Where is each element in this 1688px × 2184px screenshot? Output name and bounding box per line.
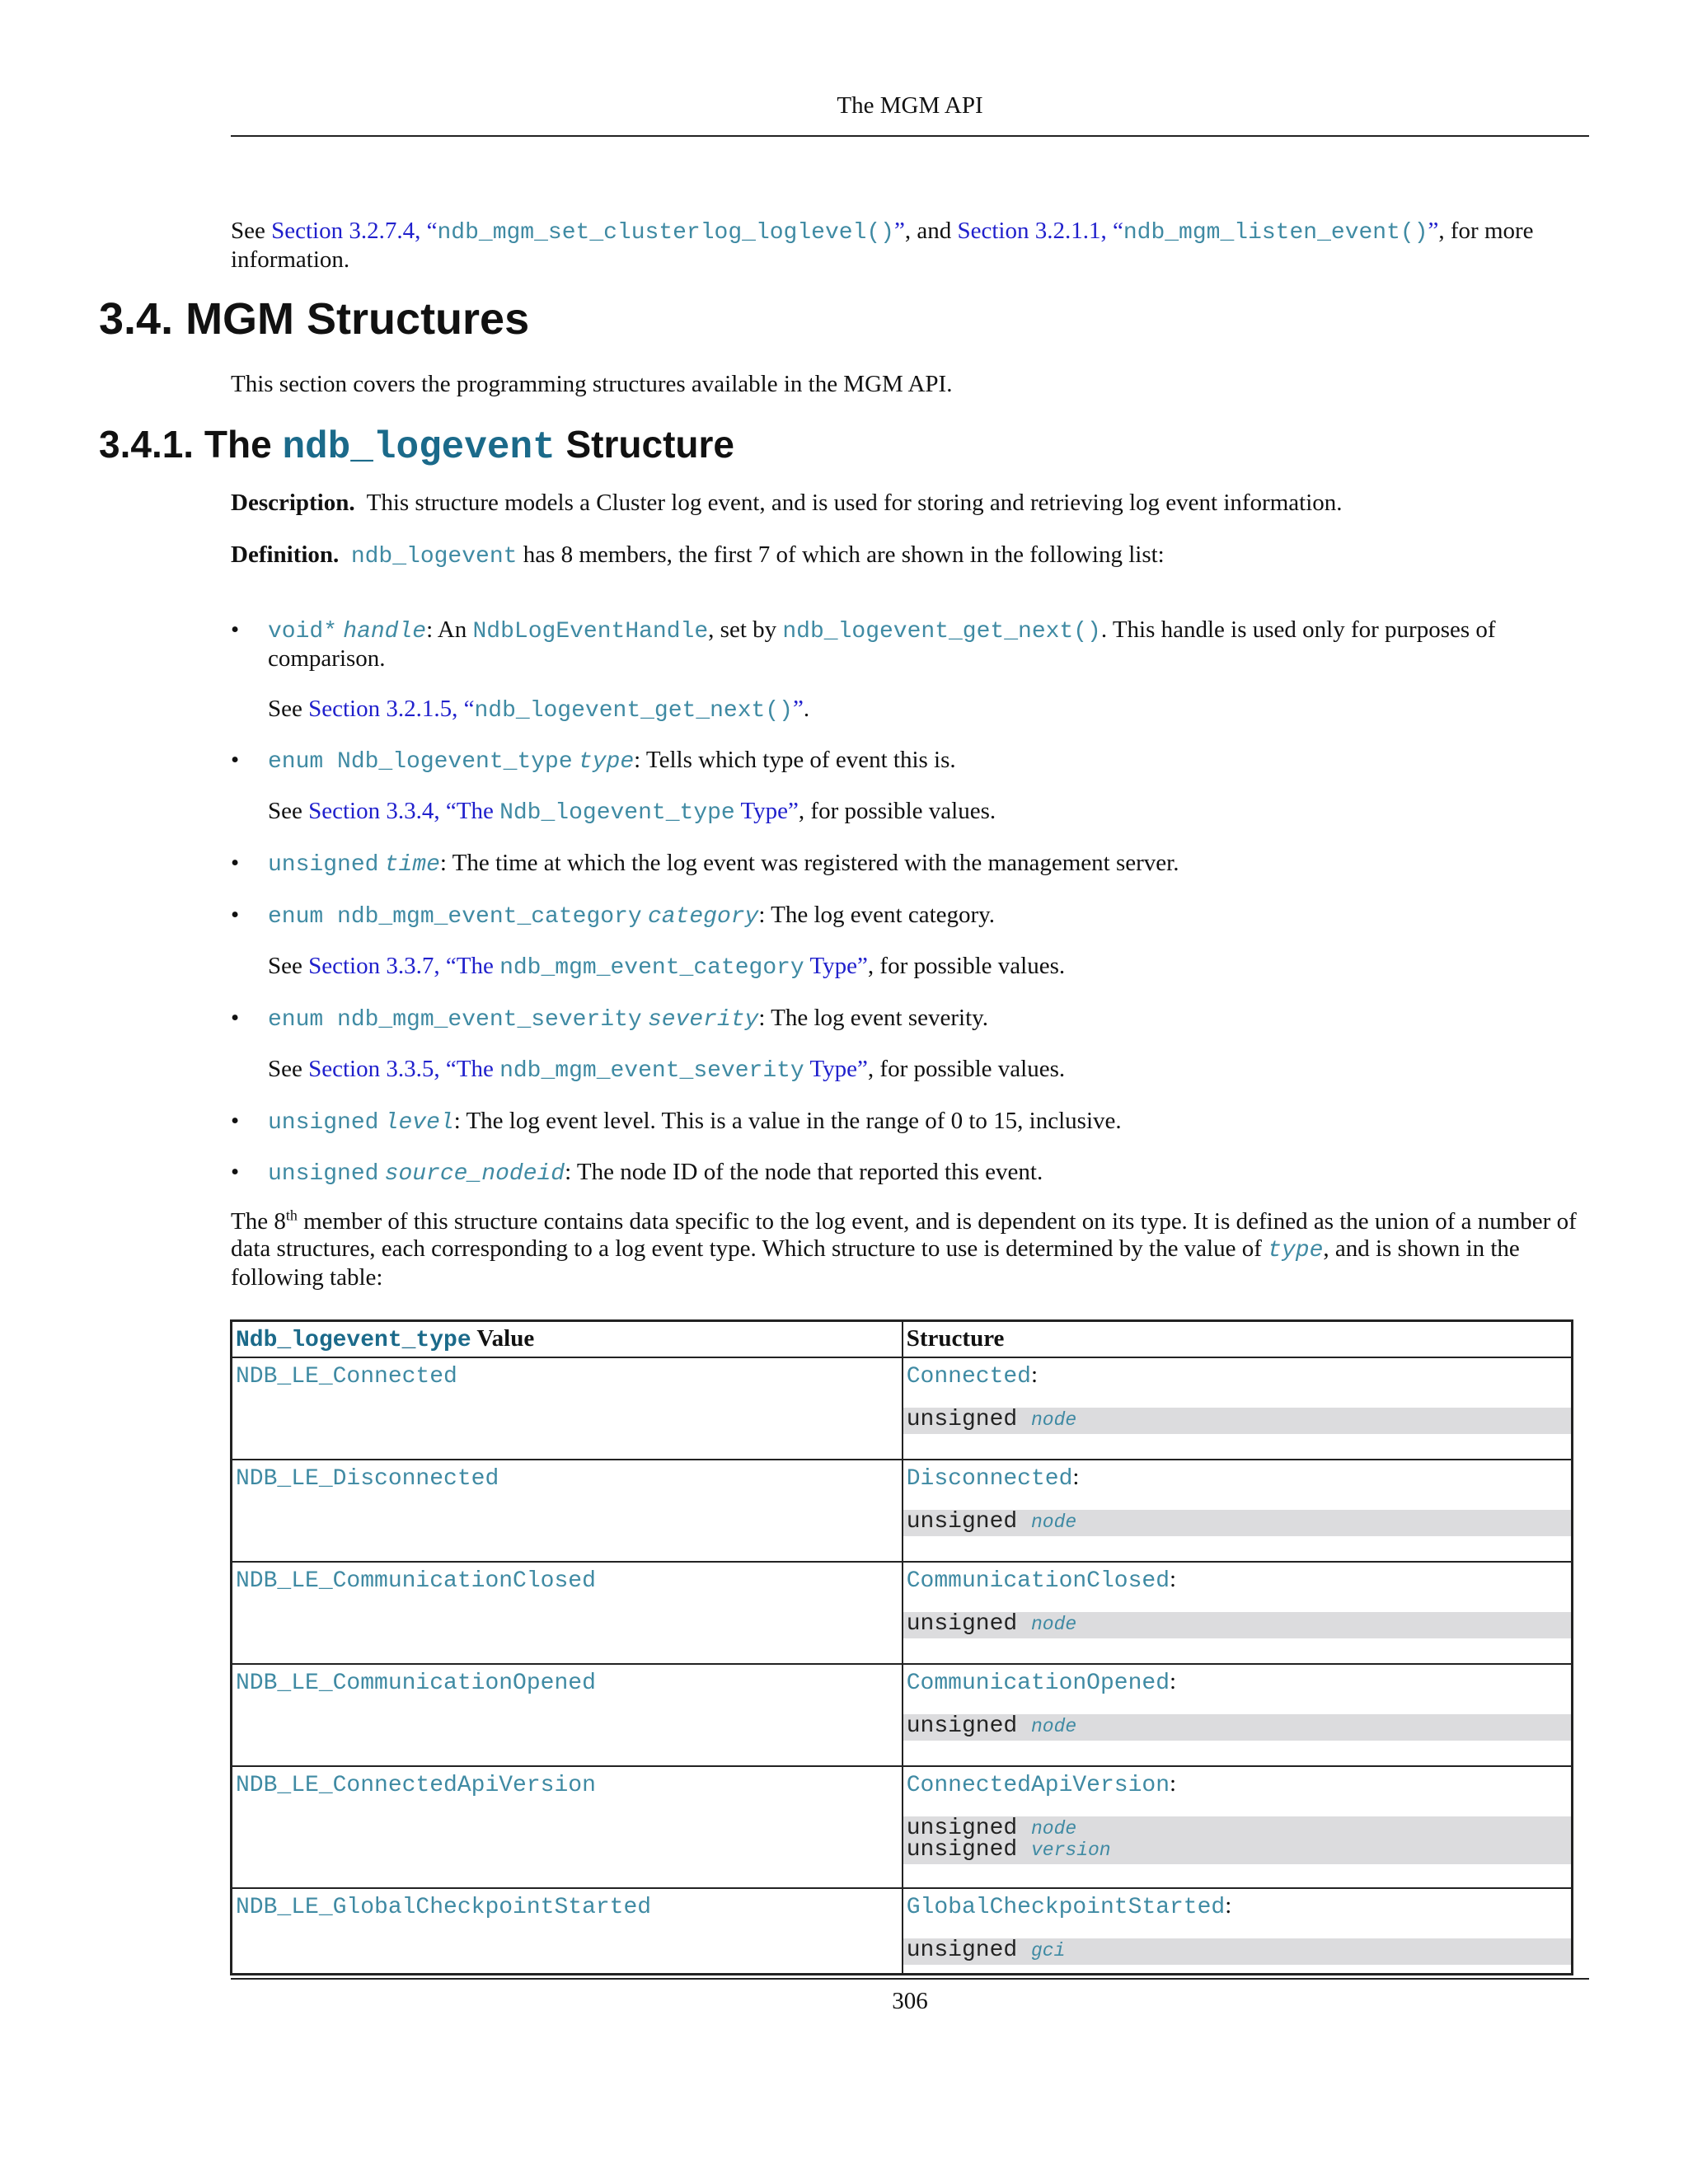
field-name: node <box>1030 1614 1077 1635</box>
member8-paragraph <box>231 1208 1589 1291</box>
bullet-icon: • <box>231 1159 240 1185</box>
header-code: Ndb_logevent_type <box>236 1328 471 1353</box>
header-value-column <box>232 1321 903 1358</box>
footer-rule <box>231 1978 1589 1980</box>
see-prefix: See <box>268 798 309 824</box>
event-type-value: NDB_LE_CommunicationOpened <box>236 1671 596 1696</box>
link-code: ndb_mgm_event_category <box>499 955 804 981</box>
bullet-icon: • <box>231 1108 240 1134</box>
table-row <box>232 1460 1573 1562</box>
structure-colon: : <box>1170 1668 1177 1694</box>
table-cell-value <box>232 1562 903 1664</box>
see-tail: , for possible values. <box>867 1056 1066 1082</box>
field-line <box>906 1837 1568 1863</box>
see-tail: , for possible values. <box>798 798 996 824</box>
member-desc: , set by <box>708 616 783 643</box>
member8-text: The 8 <box>231 1208 286 1235</box>
member-desc: . This handle is used only for purposes of comparison. <box>268 616 1496 672</box>
link-close-quote: Type” <box>804 953 868 979</box>
link-section-text: Section 3.2.7.4, “ <box>271 218 438 244</box>
field-type: unsigned <box>906 1713 1018 1739</box>
structure-fields-code <box>903 1816 1571 1864</box>
link-code: ndb_mgm_set_clusterlog_loglevel() <box>437 220 894 246</box>
field-line <box>906 1713 1568 1739</box>
header-rule <box>231 135 1589 137</box>
link-set-clusterlog-loglevel[interactable] <box>271 218 905 244</box>
field-name: version <box>1030 1840 1111 1861</box>
link-close-quote: ” <box>792 696 804 722</box>
header-label: Value <box>471 1325 535 1352</box>
table-cell-structure <box>903 1766 1573 1888</box>
table-cell-structure <box>903 1888 1573 1974</box>
table-cell-value <box>232 1664 903 1766</box>
field-line <box>906 1611 1568 1637</box>
event-type-value: NDB_LE_ConnectedApiVersion <box>236 1773 596 1798</box>
subsection-title <box>99 422 734 469</box>
header-structure-column: Structure <box>903 1321 1573 1358</box>
bullet-icon: • <box>231 1005 240 1031</box>
member-desc: : The time at which the log event was registered with the management server. <box>439 850 1179 876</box>
description-label: Description. <box>231 490 355 516</box>
link-close-quote: Type” <box>734 798 799 824</box>
field-name: node <box>1030 1716 1077 1737</box>
structure-fields-code <box>903 1510 1571 1536</box>
bullet-icon: • <box>231 902 240 928</box>
structure-name-code: Disconnected <box>906 1466 1073 1492</box>
table-cell-structure <box>903 1664 1573 1766</box>
structure-name <box>907 1464 1568 1492</box>
field-line <box>907 1511 1568 1533</box>
structure-name-code: GlobalCheckpointStarted <box>906 1895 1226 1920</box>
structure-name <box>907 1770 1568 1798</box>
member-type: unsigned <box>268 1161 379 1187</box>
member-item-text <box>268 747 1589 776</box>
link-close-quote: ” <box>1428 218 1439 244</box>
structure-fields-code <box>903 1938 1571 1965</box>
field-name: node <box>1030 1818 1077 1840</box>
table-row <box>232 1888 1573 1974</box>
structure-colon: : <box>1170 1770 1177 1797</box>
member-item-text <box>268 902 1589 930</box>
event-type-value: NDB_LE_CommunicationClosed <box>236 1568 596 1594</box>
definition-paragraph <box>231 541 1589 570</box>
link-close-quote: Type” <box>804 1056 868 1082</box>
structure-name <box>907 1361 1568 1390</box>
definition-text: has 8 members, the first 7 of which are shown in the following list: <box>517 541 1165 568</box>
member-desc: : Tells which type of event this is. <box>634 747 956 773</box>
table-cell-value <box>232 1357 903 1460</box>
field-type: unsigned <box>906 1938 1018 1963</box>
subsection-title-suffix: Structure <box>555 423 734 466</box>
member-type: enum ndb_mgm_event_severity <box>268 1007 642 1033</box>
member-name: handle <box>343 619 427 644</box>
link-section-text: Section 3.3.5, “The <box>308 1056 500 1082</box>
subsection-title-code: ndb_logevent <box>282 426 556 469</box>
field-name: node <box>1030 1409 1077 1431</box>
structure-fields-code <box>903 1714 1571 1741</box>
structure-name <box>907 1668 1568 1696</box>
table-cell-structure <box>903 1460 1573 1562</box>
description-text: This structure models a Cluster log event, and is used for storing and retrieving log event information. <box>366 490 1343 516</box>
link-event-category[interactable] <box>308 953 868 979</box>
member-name: severity <box>647 1007 759 1033</box>
member-type: void* <box>268 619 338 644</box>
link-logevent-type[interactable] <box>308 798 799 824</box>
field-name: gci <box>1030 1940 1066 1961</box>
structure-colon: : <box>1225 1892 1232 1919</box>
section-intro: This section covers the programming structures available in the MGM API. <box>231 371 953 397</box>
link-close-quote: ” <box>893 218 905 244</box>
intro-and: , and <box>904 218 958 244</box>
event-type-value: NDB_LE_Disconnected <box>236 1466 499 1492</box>
see-tail: . <box>803 696 810 722</box>
description-paragraph <box>231 490 1589 517</box>
structure-colon: : <box>1030 1361 1039 1388</box>
structure-fields-code <box>903 1408 1571 1434</box>
structure-name <box>907 1892 1568 1920</box>
member-item-text <box>268 616 1589 673</box>
structure-name-code: ConnectedApiVersion <box>906 1773 1170 1798</box>
see-also-type <box>268 798 1589 827</box>
intro-see: See <box>231 218 272 244</box>
member-type: enum Ndb_logevent_type <box>268 749 573 775</box>
member8-code: type <box>1268 1238 1324 1263</box>
field-type: unsigned <box>906 1611 1018 1637</box>
intro-tail: , for more information. <box>231 218 1534 273</box>
structure-name-code: CommunicationOpened <box>906 1671 1170 1696</box>
member-desc: : The log event severity. <box>758 1005 989 1031</box>
table-row <box>232 1664 1573 1766</box>
member-item-text <box>268 1005 1589 1033</box>
field-type: unsigned <box>906 1509 1018 1535</box>
structure-name <box>907 1566 1568 1594</box>
member-name: time <box>384 852 440 878</box>
intro-paragraph <box>231 218 1589 274</box>
member-type: unsigned <box>268 852 379 878</box>
link-code: ndb_logevent_get_next() <box>474 698 793 724</box>
logevent-structure-table <box>230 1319 1573 1975</box>
member-item-text <box>268 1108 1589 1137</box>
definition-code: ndb_logevent <box>350 544 518 569</box>
field-type: unsigned <box>906 1837 1018 1863</box>
link-code: ndb_mgm_event_severity <box>499 1058 804 1084</box>
field-type: unsigned <box>906 1407 1018 1432</box>
structure-colon: : <box>1170 1566 1177 1592</box>
member-desc: : The node ID of the node that reported this event. <box>565 1159 1043 1185</box>
member-name: type <box>578 749 635 775</box>
link-section-text: Section 3.3.7, “The <box>308 953 500 979</box>
see-also-category <box>268 953 1589 982</box>
table-cell-value <box>232 1766 903 1888</box>
link-section-text: Section 3.2.1.5, “ <box>308 696 475 722</box>
bullet-icon: • <box>231 747 240 773</box>
table-cell-value <box>232 1888 903 1974</box>
structure-name-code: CommunicationClosed <box>906 1568 1170 1594</box>
member-code: NdbLogEventHandle <box>472 619 709 644</box>
event-type-value: NDB_LE_GlobalCheckpointStarted <box>236 1895 652 1920</box>
table-cell-structure <box>903 1357 1573 1460</box>
table-row <box>232 1766 1573 1888</box>
link-code: Ndb_logevent_type <box>499 800 735 826</box>
link-listen-event[interactable] <box>957 218 1438 244</box>
table-header-row <box>232 1321 1573 1358</box>
see-prefix: See <box>268 696 309 722</box>
event-type-value: NDB_LE_Connected <box>236 1364 457 1390</box>
structure-name-code: Connected <box>906 1364 1031 1390</box>
link-code: ndb_mgm_listen_event() <box>1123 220 1428 246</box>
member8-text: member of this structure contains data specific to the log event, and is dependent on its type. It is defined as the union of a number of data structures, each corresponding to a log event type. Which structure to use is determined by the value of <box>231 1208 1577 1262</box>
table-row <box>232 1357 1573 1460</box>
link-event-severity[interactable] <box>308 1056 868 1082</box>
table-row <box>232 1562 1573 1664</box>
structure-fields-code <box>903 1612 1571 1638</box>
section-title: 3.4. MGM Structures <box>99 294 530 344</box>
see-prefix: See <box>268 953 309 979</box>
field-type: unsigned <box>906 1816 1018 1841</box>
member-type: enum ndb_mgm_event_category <box>268 904 642 930</box>
member8-superscript: th <box>285 1207 298 1224</box>
see-also-severity <box>268 1056 1589 1085</box>
table-cell-structure <box>903 1562 1573 1664</box>
bullet-icon: • <box>231 616 240 643</box>
table-cell-value <box>232 1460 903 1562</box>
member-name: level <box>384 1110 454 1136</box>
field-line <box>907 1940 1568 1961</box>
member-item-text <box>268 850 1589 879</box>
running-header: The MGM API <box>837 92 983 119</box>
member8-text: , and is shown in the following table: <box>231 1235 1520 1291</box>
member-desc: : An <box>426 616 473 643</box>
see-tail: , for possible values. <box>867 953 1066 979</box>
see-also-handle <box>268 696 1589 724</box>
member-name: source_nodeid <box>384 1161 565 1187</box>
page-number: 306 <box>892 1988 928 2014</box>
field-name: node <box>1030 1511 1077 1533</box>
member-code: ndb_logevent_get_next() <box>782 619 1101 644</box>
link-section-text: Section 3.2.1.1, “ <box>957 218 1123 244</box>
member-item-text <box>268 1159 1589 1188</box>
field-line <box>907 1409 1568 1431</box>
member-name: category <box>647 904 759 930</box>
bullet-icon: • <box>231 850 240 876</box>
link-section-text: Section 3.3.4, “The <box>308 798 500 824</box>
subsection-title-prefix: 3.4.1. The <box>99 423 283 466</box>
see-prefix: See <box>268 1056 309 1082</box>
link-logevent-get-next[interactable] <box>308 696 804 722</box>
structure-colon: : <box>1072 1464 1080 1490</box>
definition-label: Definition. <box>231 541 340 568</box>
member-desc: : The log event category. <box>758 902 996 928</box>
member-desc: : The log event level. This is a value in the range of 0 to 15, inclusive. <box>453 1108 1122 1134</box>
member-type: unsigned <box>268 1110 379 1136</box>
